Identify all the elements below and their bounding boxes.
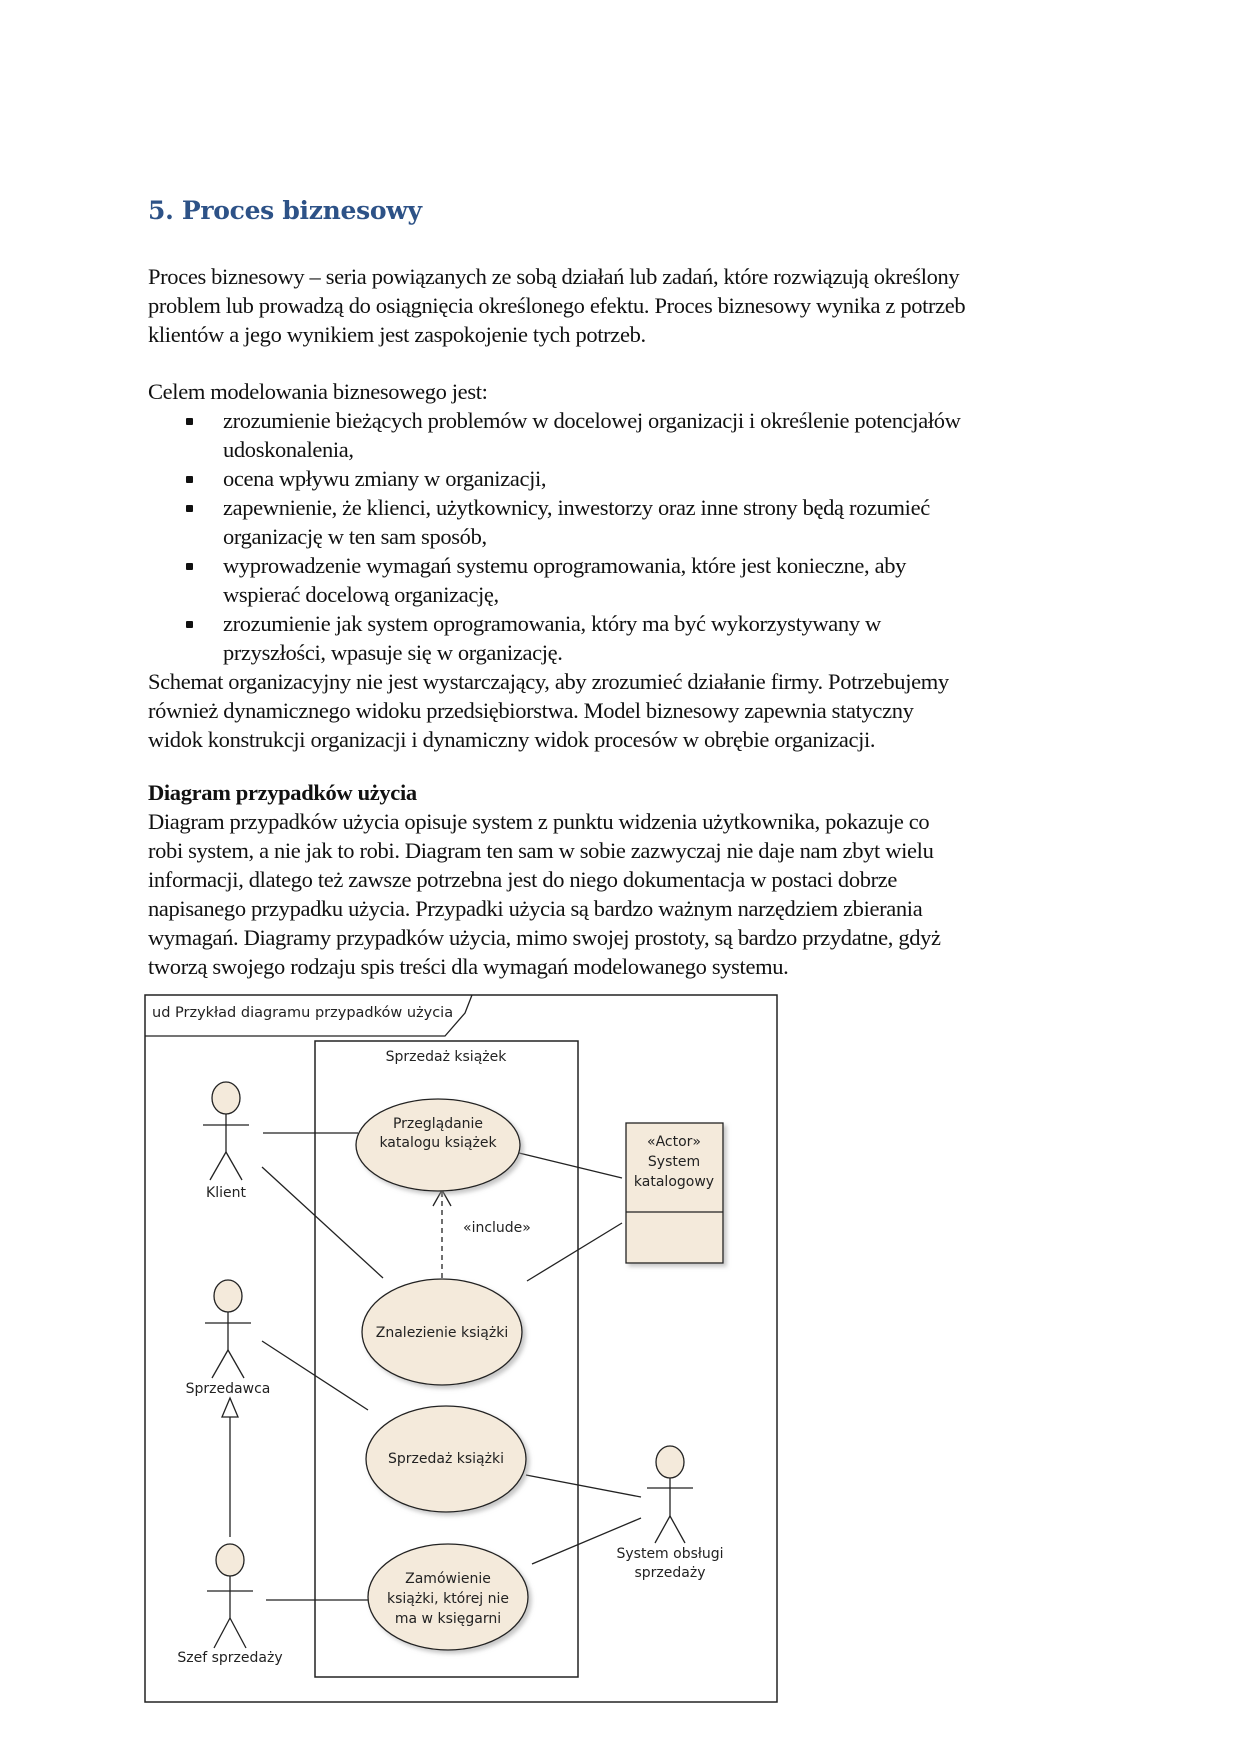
text-line: napisanego przypadku użycia. Przypadki użycia są bardzo ważnym narzędziem zbierania [148,896,923,921]
intro-line: klientów a jego wynikiem jest zaspokojenie tych potrzeb. [148,322,646,347]
goal-line: zrozumienie jak system oprogramowania, który ma być wykorzystywany w [223,611,881,636]
system-boundary-label: Sprzedaż książek [385,1049,507,1065]
text-line: tworzą swojego rodzaju spis treści dla wymagań modelowanego systemu. [148,954,789,979]
use-case-label: Sprzedaż książki [388,1451,504,1467]
text-line: również dynamicznego widoku przedsiębiorstwa. Model biznesowy zapewnia statyczny [148,698,914,723]
text-line: robi system, a nie jak to robi. Diagram ten sam w sobie zazwyczaj nie daje nam zbyt wielu [148,838,934,863]
use-case-label: Zamówienie [405,1571,491,1587]
goal-line: organizację w ten sam sposób, [223,524,487,549]
text-line: widok konstrukcji organizacji i dynamiczny widok procesów w obrębie organizacji. [148,727,876,752]
goal-line: zrozumienie bieżących problemów w docelowej organizacji i określenie potencjałów [223,408,961,433]
actor-label: sprzedaży [634,1565,706,1581]
text-line: Schemat organizacyjny nie jest wystarczający, aby zrozumieć działanie firmy. Potrzebujemy [148,669,949,694]
actor-stereotype: «Actor» [647,1134,701,1150]
goal-line: udoskonalenia, [223,437,354,462]
actor-label: Sprzedawca [185,1381,271,1397]
use-case-label: Przeglądanie [392,1116,484,1132]
goal-line: zapewnienie, że klienci, użytkownicy, inwestorzy oraz inne strony będą rozumieć [223,495,930,520]
actor-class-name: katalogowy [633,1174,715,1190]
text-line: Diagram przypadków użycia opisuje system z punktu widzenia użytkownika, pokazuje co [148,809,930,834]
use-case-label: Znalezienie książki [375,1325,509,1341]
use-case-label: książki, której nie [386,1591,510,1607]
actor-label: Szef sprzedaży [177,1650,283,1666]
goals-lead: Celem modelowania biznesowego jest: [148,379,488,404]
frame-label: ud Przykład diagramu przypadków użycia [152,1005,454,1021]
actor-class-name: System [647,1154,701,1170]
intro-line: problem lub prowadzą do osiągnięcia określonego efektu. Proces biznesowy wynika z potrzeb [148,293,966,318]
section-heading: 5. Proces biznesowy [148,196,422,225]
goal-line: wyprowadzenie wymagań systemu oprogramowania, które jest konieczne, aby [223,553,907,578]
include-label: «include» [463,1220,531,1236]
text-line: informacji, dlatego też zawsze potrzebna jest do niego dokumentacja w postaci dobrze [148,867,898,892]
text-line: wymagań. Diagramy przypadków użycia, mimo swojej prostoty, są bardzo przydatne, gdyż [148,925,941,950]
intro-line: Proces biznesowy – seria powiązanych ze sobą działań lub zadań, które rozwiązują określony [148,264,960,289]
use-case-label: ma w księgarni [394,1611,502,1627]
goal-line: przyszłości, wpasuje się w organizację. [223,640,563,665]
actor-label: System obsługi [616,1546,724,1562]
goal-line: ocena wpływu zmiany w organizacji, [223,466,547,491]
goal-line: wspierać docelową organizację, [223,582,499,607]
actor-label: Klient [206,1185,246,1201]
use-case-heading: Diagram przypadków użycia [148,780,417,805]
use-case-label: katalogu książek [379,1135,497,1151]
